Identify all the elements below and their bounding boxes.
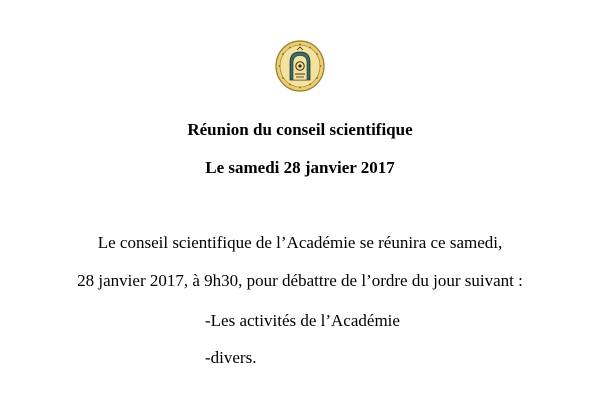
document-date: Le samedi 28 janvier 2017 [205, 158, 395, 177]
academy-emblem-icon [275, 40, 325, 92]
agenda-item: -divers. [205, 348, 257, 367]
document-title: Réunion du conseil scientifique [187, 120, 413, 139]
paragraph-line-1: Le conseil scientifique de l’Académie se réunira ce samedi, [97, 233, 503, 252]
paragraph-line-2: 28 janvier 2017, à 9h30, pour débattre de l’ordre du jour suivant : [77, 271, 523, 290]
agenda-item: -Les activités de l’Académie [205, 311, 400, 330]
